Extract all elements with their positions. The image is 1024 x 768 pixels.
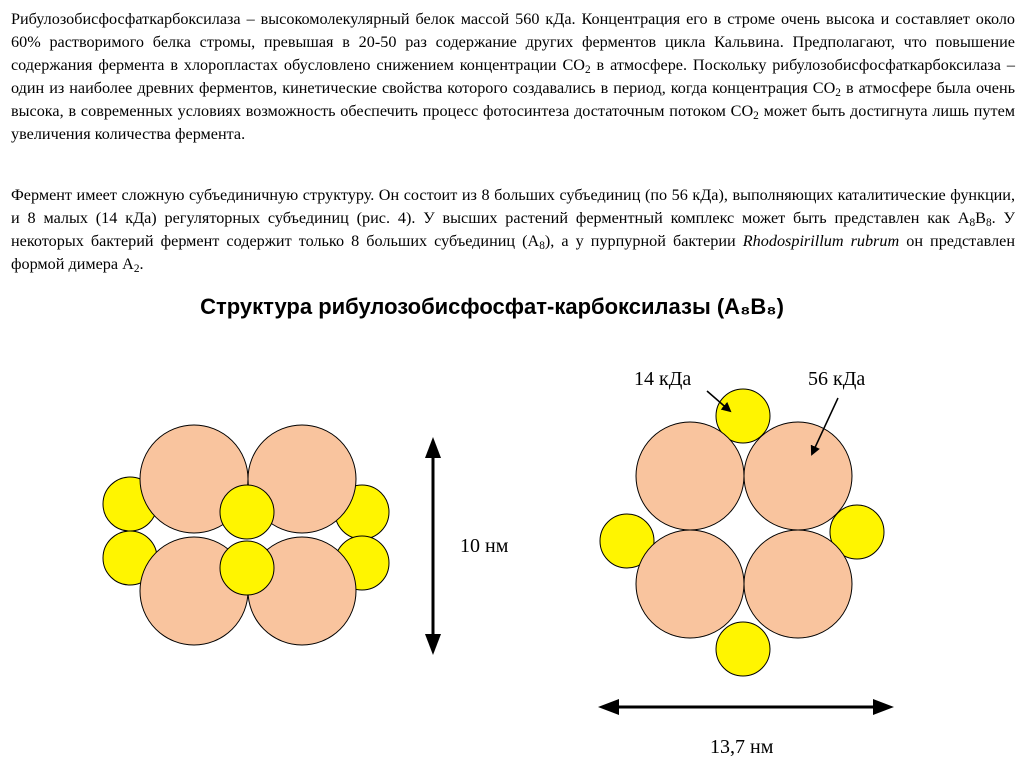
text-segment: ), а у пурпурной бактерии	[544, 232, 743, 250]
subscript: 2	[133, 262, 140, 275]
small-subunit-label: 14 кДа	[634, 368, 692, 390]
text-segment: в атмосфере. Поскольку рибулозобисфосфаткарбоксилаза – один из наиболее древних ферментов, кинетические свойства которого создавались в период, когда концентрация СО	[11, 56, 1015, 97]
large-subunit-lower-right	[744, 530, 852, 638]
italic-text: Rhodospirillum rubrum	[742, 232, 900, 250]
top-view	[600, 389, 884, 676]
height-arrow-top-head	[425, 437, 441, 458]
subscript: 2	[753, 109, 759, 122]
text-segment: может быть достигнута лишь путем увеличения количества фермента.	[11, 102, 1015, 143]
subscript: 2	[584, 63, 591, 76]
height-arrow-bottom-head	[425, 634, 441, 655]
small-subunit-center-top	[220, 485, 274, 539]
small-subunit-center-bottom	[220, 541, 274, 595]
small-subunit-bottom	[716, 622, 770, 676]
text-segment: в атмосфере была очень высока, в современных условиях возможность обеспечить процесс фотосинтеза достаточным потоком СО	[11, 79, 1015, 120]
width-dimension	[598, 699, 894, 758]
large-subunit-lower-left	[636, 530, 744, 638]
text-segment: . У некоторых бактерий фермент содержит только 8 больших субъединиц (А	[11, 209, 1015, 250]
subscript: 8	[539, 239, 545, 252]
text-segment: В	[975, 209, 986, 227]
height-label: 10 нм	[460, 535, 509, 557]
width-arrow-right-head	[873, 699, 894, 715]
side-view	[103, 425, 389, 645]
large-subunit-upper-right	[744, 422, 852, 530]
subscript: 8	[969, 216, 976, 229]
text-segment: .	[139, 255, 144, 273]
text-segment: он представлен формой димера А	[11, 232, 1015, 273]
large-subunit-upper-left	[636, 422, 744, 530]
subscript: 2	[835, 86, 841, 99]
width-arrow-left-head	[598, 699, 619, 715]
height-dimension	[425, 437, 509, 655]
text-segment: Фермент имеет сложную субъединичную структуру. Он состоит из 8 больших субъединиц (по 56 кДа), выполняющих каталитические функции, и 8 малых (14 кДа) регуляторных субъединиц (рис. 4). У высших растений ферментный комплекс может быть представлен как А	[11, 186, 1015, 227]
figure-title: Структура рибулозобисфосфат-карбоксилазы (А₈В₈)	[200, 294, 784, 319]
width-label: 13,7 нм	[710, 736, 774, 758]
subscript: 8	[985, 216, 992, 229]
text-segment: Рибулозобисфосфаткарбоксилаза – высокомолекулярный белок массой 560 кДа. Концентрация его в строме очень высока и составляет около 60% растворимого белка стромы, превышая в 20-50 раз содержание других ферментов цикла Кальвина. Предполагают, что повышение содержания фермента в хлоропластах обусловлено снижением концентрации СО	[11, 10, 1015, 74]
large-subunit-label: 56 кДа	[808, 368, 866, 390]
